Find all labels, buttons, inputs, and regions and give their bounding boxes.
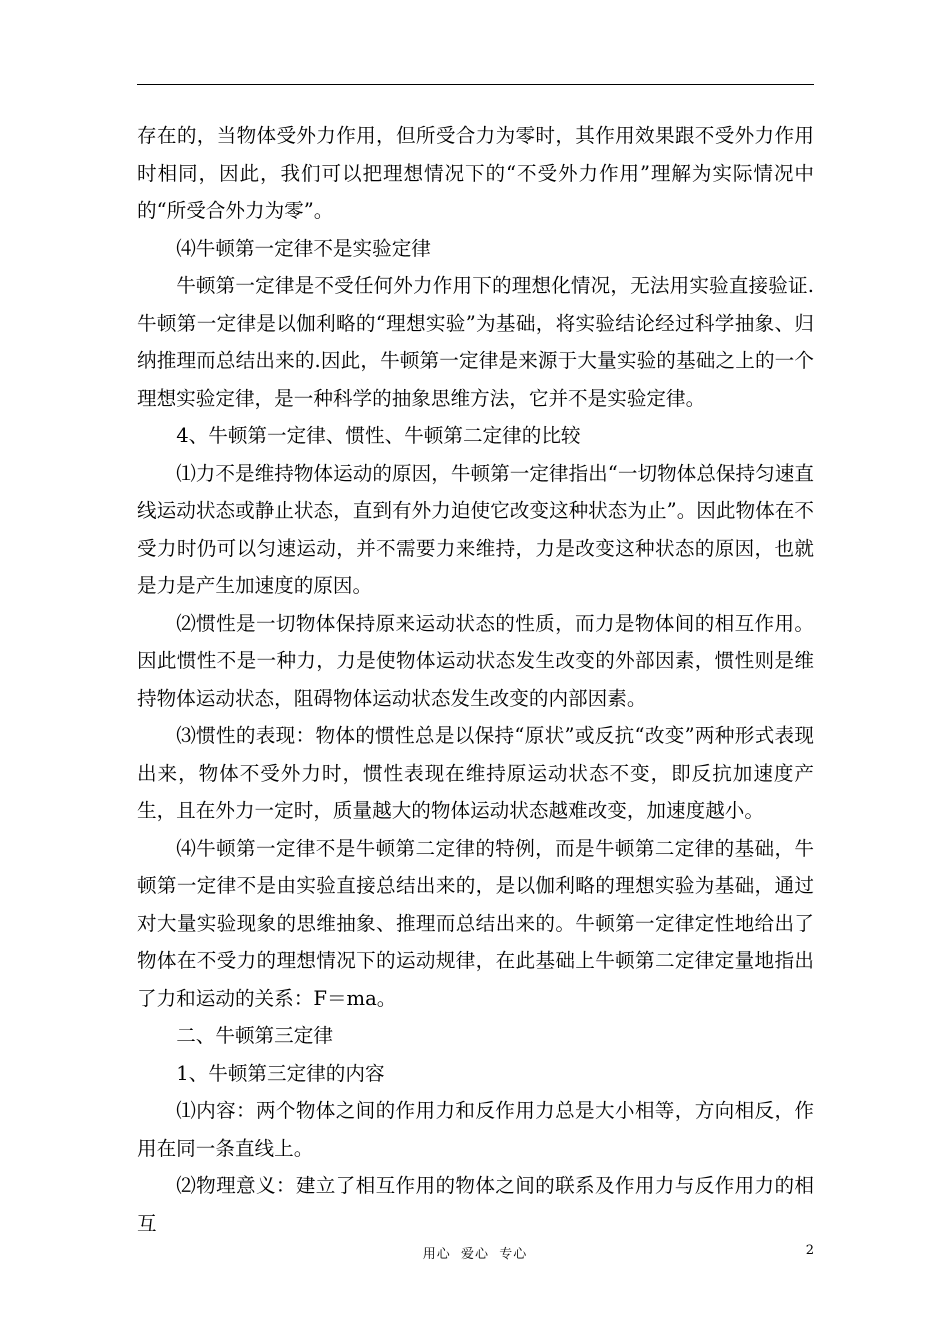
paragraph-inertia-property: ⑵惯性是一切物体保持原来运动状态的性质，而力是物体间的相互作用。因此惯性不是一种力，力是使物体运动状态发生改变的外部因素，惯性则是维持物体运动状态，阻碍物体运动状态发生改变的内部因素。 [137,611,814,710]
paragraph-inertia-manifestation: ⑶惯性的表现：物体的惯性总是以保持“原状”或反抗“改变”两种形式表现出来，物体不受外力时，惯性表现在维持原运动状态不变，即反抗加速度产生，且在外力一定时，质量越大的物体运动状态越难改变，加速度越小。 [137,724,814,822]
page-number: 2 [805,1243,814,1258]
paragraph-first-law-idealized: 牛顿第一定律是不受任何外力作用下的理想化情况，无法用实验直接验证.牛顿第一定律是以伽利略的“理想实验”为基础，将实验结论经过科学抽象、归纳推理而总结出来的.因此，牛顿第一定律是来源于大量实验的基础之上的一个理想实验定律，是一种科学的抽象思维方法，它并不是实验定律。 [137,274,814,410]
heading-law-not-experimental: ⑷牛顿第一定律不是实验定律 [176,236,431,260]
paragraph-force-not-maintaining-motion: ⑴力不是维持物体运动的原因，牛顿第一定律指出“一切物体总保持匀速直线运动状态或静止状态，直到有外力迫使它改变这种状态为止”。因此物体在不受力时仍可以匀速运动，并不需要力来维持，力是改变这种状态的原因，也就是力是产生加速度的原因。 [137,461,814,597]
document-body [137,117,814,1242]
paragraph-third-law-statement: ⑴内容：两个物体之间的作用力和反作用力总是大小相等，方向相反，作用在同一条直线上。 [137,1099,814,1160]
heading-comparison: 4、牛顿第一定律、惯性、牛顿第二定律的比较 [176,424,581,447]
header-rule [137,84,814,85]
paragraph-physical-meaning: ⑵物理意义：建立了相互作用的物体之间的联系及作用力与反作用力的相互 [137,1174,814,1235]
heading-third-law: 二、牛顿第三定律 [176,1024,333,1047]
footer-motto: 用心 爱心 专心 [422,1247,528,1262]
heading-third-law-content: 1、牛顿第三定律的内容 [176,1061,385,1085]
paragraph-continuation: 存在的，当物体受外力作用，但所受合力为零时，其作用效果跟不受外力作用时相同，因此，我们可以把理想情况下的“不受外力作用”理解为实际情况中的“所受合外力为零”。 [137,124,814,222]
paragraph-first-vs-second-law: ⑷牛顿第一定律不是牛顿第二定律的特例，而是牛顿第二定律的基础，牛顿第一定律不是由实验直接总结出来的，是以伽利略的理想实验为基础，通过对大量实验现象的思维抽象、推理而总结出来的。牛顿第一定律定性地给出了物体在不受力的理想情况下的运动规律，在此基础上牛顿第二定律定量地指出了力和运动的关系：F＝ma。 [137,836,814,1010]
